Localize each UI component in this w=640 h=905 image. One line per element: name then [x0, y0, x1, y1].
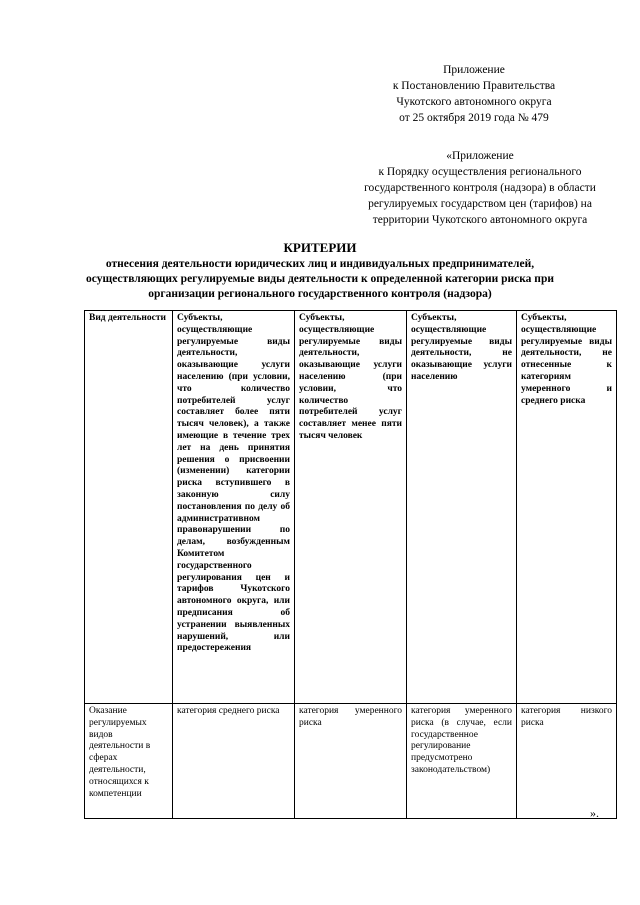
table-cell: Оказание регулируемых видов деятельности в сферах деятельности, относящихся к компетенции — [85, 704, 173, 819]
closing-mark: ». — [590, 806, 599, 820]
table-cell: категория среднего риска — [173, 704, 295, 819]
appendix-line-4: от 25 октября 2019 года № 479 — [399, 112, 549, 124]
criteria-table — [84, 310, 617, 819]
table-cell: категория низкого риска — [517, 704, 617, 819]
header-cell: Субъекты, осуществляющие регулируемые виды деятельности, оказывающие услуги населению (при условии, что количество потребителей услуг составляет менее пяти тысяч человек — [295, 311, 407, 704]
sub-appendix-block — [352, 148, 608, 228]
table-row — [85, 704, 617, 819]
header-cell: Вид деятельности — [85, 311, 173, 704]
sub-appendix-line-2: к Порядку осуществления регионального государственного контроля (надзора) в области регулируемых государством цен (тарифов) на территории Чукотского автономного округа — [364, 166, 596, 226]
header-cell: Субъекты, осуществляющие регулируемые виды деятельности, оказывающие услуги населению (при условии, что количество потребителей услуг составляет более пяти тысяч человек), а также имеющие в течение трех лет на день принятия решения о присвоении (изменении) категории риска вступившего в законную силу постановления по делу об административном правонарушении по делам, возбужденным Комитетом государственного регулирования цен и тарифов Чукотского автономного округа, или предписания об устранении выявленных нарушений, или предостережения — [173, 311, 295, 704]
header-cell: Субъекты, осуществляющие регулируемые виды деятельности, не отнесенные к категориям умеренного и среднего риска — [517, 311, 617, 704]
appendix-line-1: Приложение — [443, 64, 505, 76]
appendix-block — [340, 62, 608, 126]
document-title: КРИТЕРИИ — [283, 240, 357, 255]
table-header-row — [85, 311, 617, 704]
appendix-line-3: Чукотского автономного округа — [396, 96, 552, 108]
appendix-line-2: к Постановлению Правительства — [392, 80, 556, 92]
sub-appendix-line-1: «Приложение — [446, 150, 514, 162]
header-cell: Субъекты, осуществляющие регулируемые виды деятельности, не оказывающие услуги населению — [407, 311, 517, 704]
table-cell: категория умеренного риска — [295, 704, 407, 819]
table-cell: категория умеренного риска (в случае, если государственное регулирование предусмотрено законодательством) — [407, 704, 517, 819]
document-subtitle: отнесения деятельности юридических лиц и индивидуальных предпринимателей, осуществляющих регулируемые виды деятельности к определенной категории риска при организации регионального государственного контроля (надзора) — [86, 258, 554, 300]
